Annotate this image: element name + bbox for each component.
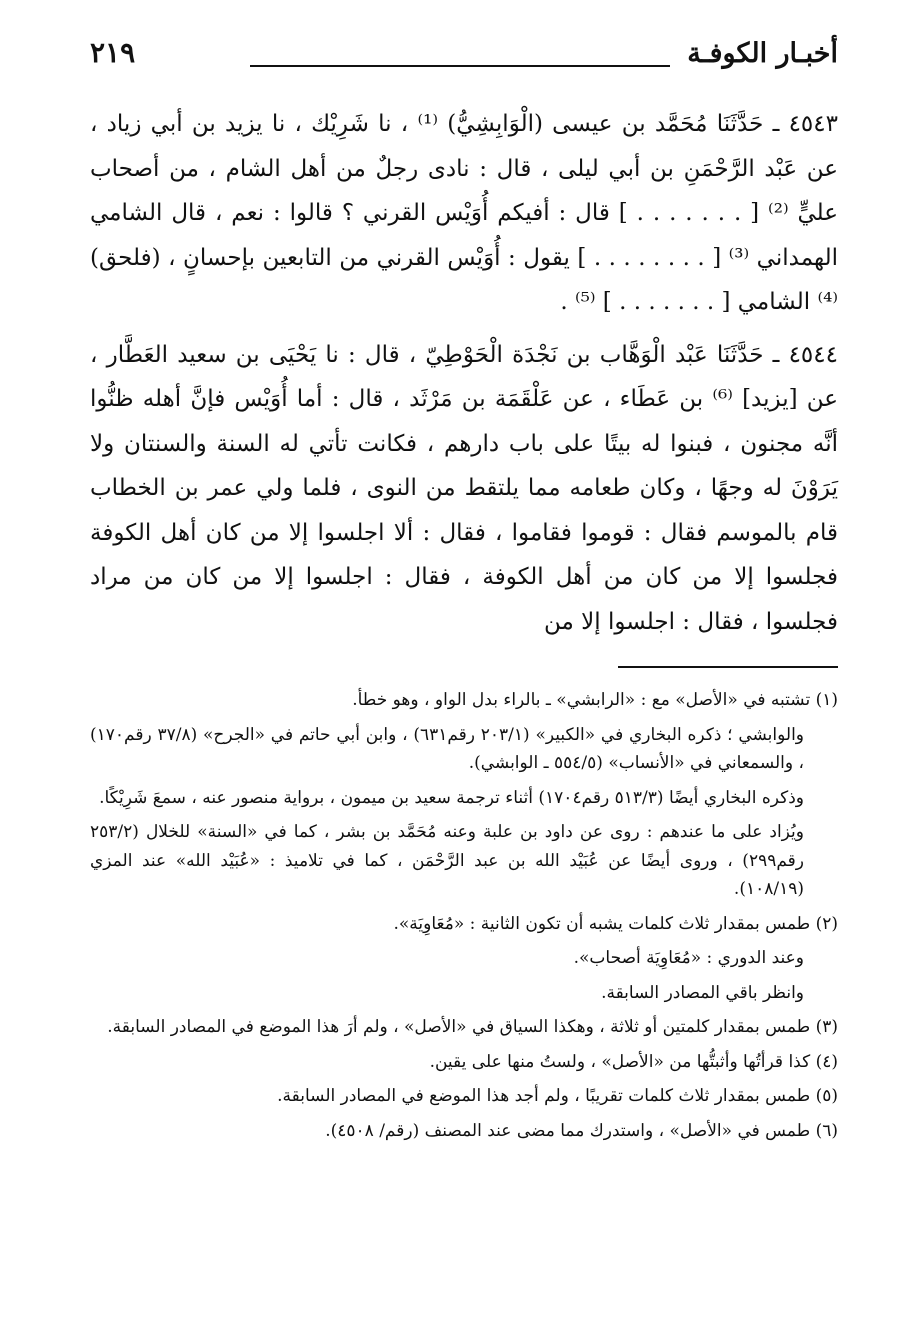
footnote-4: (٤) كذا قرأتُها وأثبتُّها من «الأصل» ، ولستُ منها على يقين. [429, 1051, 838, 1072]
page-number: ٢١٩ [90, 36, 136, 69]
footnotes [90, 686, 838, 1145]
footnote-divider [618, 666, 838, 668]
footnote-3: (٣) طمس بمقدار كلمتين أو ثلاثة ، وهكذا السياق في «الأصل» ، ولم أرَ هذا الموضع في المصادر السابقة. [107, 1017, 838, 1037]
footnote-2-continued: وعند الدوري : «مُعَاوِيَة أصحاب». [573, 948, 804, 968]
footnote-5: (٥) طمس بمقدار ثلاث كلمات تقريبًا ، ولم أجد هذا الموضع في المصادر السابقة. [277, 1086, 838, 1106]
document-page [90, 30, 838, 1320]
footnote-1-continued: ويُزاد على ما عندهم : روى عن داود بن علبة وعنه مُحَمَّد بن بشر ، كما في «السنة» للخلال (٢٥٣/٢ رقم٢٩٩) ، وروى أيضًا عن عُبَيْد الله بن عبد الرَّحْمَن ، كما في تلاميذ : «عُبَيْد الله» عند المزي (١٠٨/١٩). [90, 822, 804, 899]
footnote-2-continued: وانظر باقي المصادر السابقة. [601, 982, 804, 1003]
footnote-1: (١) تشتبه في «الأصل» مع : «الرابشي» ـ بالراء بدل الواو ، وهو خطأ. [352, 690, 838, 710]
hadith-4544: ٤٥٤٤ ـ حَدَّثَنَا عَبْد الْوَهَّاب بن نَجْدَة الْحَوْطِيّ ، قال : نا يَحْيَى بن سعيد العَطَّار ، عن [يزيد] ⁽⁶⁾ بن عَطَاء ، عن عَلْقَمَة بن مَرْثَد ، قال : أما أُوَيْس فإنَّ أهله ظنُّوا أنَّه مجنون ، فبنوا له بيتًا على باب دارهم ، فكانت تأتي له السنة والسنتان ولا يَرَوْنَ له وجهًا ، وكان طعامه مما يلتقط من النوى ، فلما ولي عمر بن الخطاب قام بالموسم فقال : قوموا فقاموا ، فقال : ألا اجلسوا إلا من كان أهل الكوفة فجلسوا إلا من كان من أهل الكوفة ، فقال : اجلسوا إلا من كان من مراد فجلسوا ، فقال : اجلسوا إلا من [90, 341, 839, 635]
header-rule [250, 65, 670, 67]
main-text [90, 102, 838, 644]
footnote-2: (٢) طمس بمقدار ثلاث كلمات يشبه أن تكون الثانية : «مُعَاوِيَة». [393, 913, 838, 934]
page-header [90, 30, 838, 82]
hadith-4543: ٤٥٤٣ ـ حَدَّثَنَا مُحَمَّد بن عيسى (الْوَابِشِيُّ) ⁽¹⁾ ، نا شَرِيْك ، نا يزيد بن أبي زياد ، عن عَبْد الرَّحْمَنِ بن أبي ليلى ، قال : نادى رجلٌ من أهل الشام ، من أصحاب عليٍّ ⁽²⁾ [ . . . . . . . ] قال : أفيكم أُوَيْس القرني ؟ قالوا : نعم ، قال الشامي الهمداني ⁽³⁾ [ . . . . . . . . ] يقول : أُوَيْس القرني من التابعين بإحسانٍ ، (فلحق) ⁽⁴⁾ الشامي [ . . . . . . . ] ⁽⁵⁾ . [90, 111, 839, 315]
footnote-1-continued: وذكره البخاري أيضًا (٥١٣/٣ رقم١٧٠٤) أثناء ترجمة سعيد بن ميمون ، برواية منصور عنه ، سمعَ شَرِيْكًا. [99, 787, 804, 808]
footnote-1-continued: والوابشي ؛ ذكره البخاري في «الكبير» (٢٠٣/١ رقم٦٣١) ، وابن أبي حاتم في «الجرح» (٣٧/٨ رقم١٧٠) ، والسمعاني في «الأنساب» (٥٥٤/٥ ـ الوابشي). [90, 724, 805, 773]
running-title: أخبـار الكوفـة [687, 38, 838, 69]
footnote-6: (٦) طمس في «الأصل» ، واستدرك مما مضى عند المصنف (رقم/ ٤٥٠٨). [325, 1120, 838, 1141]
